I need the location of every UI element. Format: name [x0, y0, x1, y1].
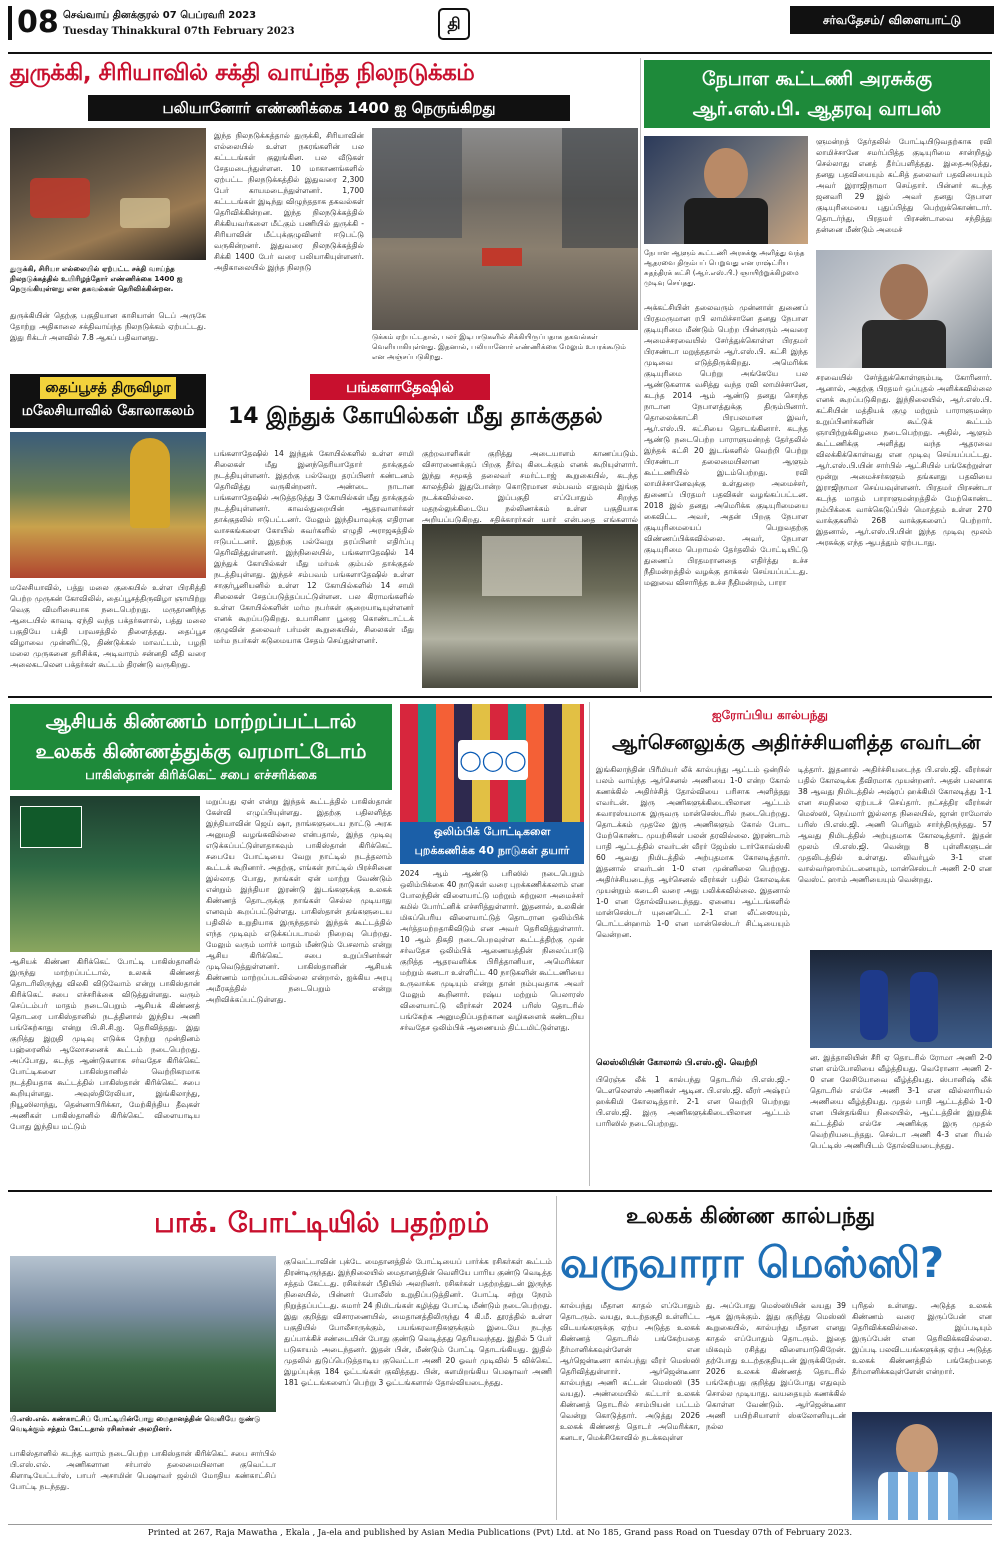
pak-photo-caption: பி.எஸ்.எல். கண்காட்சிப் போட்டியின்போது மைதானத்தின் வெளியே குண்டு வெடிக்கும் சத்தம் கேட்டதால் ரசிகர்கள் அலறினர்.	[10, 1414, 261, 1433]
messi-kicker: உலகக் கிண்ண கால்பந்து	[626, 1204, 876, 1229]
bangladesh-temple-photo	[422, 524, 638, 688]
quake-column-1: துருக்கியின் தெற்கு பகுதியான காசியான் டெப் அருகே தோற்று அதிகாலை சக்திவாய்ந்த நிலநடுக்கம் ஏற்பட்டது. இது ரிக்டர் அளவில் 7.8 ஆகப் பதிவானது.	[10, 311, 206, 342]
arsenal-column-2b: ன. இத்தாலியின் சீரி ஏ தொடரில் ரோமா அணி 2-0 என எம்போலியை வீழ்த்தியது. வெரோனா அணி 2-0 என லேசியோவை வீழ்த்தியது. ஸ்பானிஷ் லீக் தொடரில் எல்சே அணி 3-1 என வில்லாரியல் அணியை வீழ்த்தியது. முதல் பாதி ஆட்டத்தில் 1-0 என பின்தங்கிய நிலையில், ஆட்டத்தின் இறுதிக் கட்டத்தில் எல்சே அணிக்கு இரு முதல் வெற்றியடைந்தது. செல்டா அணி 4-3 என ரியல் பெட்டிஸ் அணியிடம் தோல்வியடைந்தது.	[810, 1053, 992, 1150]
newspaper-logo: தி	[438, 8, 470, 40]
messi-headline: வருவாரா மெஸ்ஸி?	[560, 1238, 944, 1287]
quake-column-2: இந்த நிலநடுக்கத்தால் துருக்கி, சிரியாவின் எல்லையில் உள்ள நகரங்களின் பல கட்டடங்கள் குலுங்கின. பல வீடுகள் சேதமடைந்துள்ளன. 10 மாகாணங்களில் ஏற்பட்ட நிலநடுக்கத்தில் இதுவரை 2,300 பேர் காயமடைந்துள்ளனர். 1,700 கட்டடங்கள் இடிந்து விழுந்ததாக தகவல்கள் தெரிவிக்கின்றன. இந்த நிலநடுக்கத்தில் சிக்கியவர்களை மீட்கும் பணியில் துருக்கி - சிரியாவின் மீட்புக்குழுவினர் ஈடுபட்டு வருகின்றனர். இதுவரை நிலநடுக்கத்தில் சிக்கி 1400 பேர் வரை பலியாகியுள்ளனர். அதிகாலையில் இந்த நிலநடு	[214, 131, 364, 272]
messi-photo	[852, 1412, 992, 1520]
section-label: சர்வதேசம்/ விளையாட்டு	[790, 6, 994, 34]
thaipusam-text: மலேசியாவில், பத்து மலை குகையில் உள்ள பிரசித்தி பெற்ற முருகன் கோவிலில், தைப்பூசத்திருவிழா ஞாயிற்று வெகு விமரிசையாக நடைபெற்றது. மருதாணிந்த ஆடையில் காவடி ஏந்தி வந்த பக்தர்களால், பத்து மலை பகுதியே பக்தி பரவசத்தில் திளைத்தது. தைப்பூச விழாவை முன்னிட்டு, திண்டுக்கல் மாவட்டம், பழநி மலை முருகனை தரிசிக்க, அடிவாரம் சன்னதி வீதி வரை அலைகடலென பக்தர்கள் கூட்டம் திரண்டு வருகிறது.	[10, 583, 206, 669]
nepal-column-b-bottom: சரவையில் சேர்த்துக்கொள்ளும்படி கோரினார். ஆனால், அதற்கு பிரதமர் ஒப்புதல் அளிக்கவில்லை எனக் கூறப்படுகிறது. இந்நிலையில், ஆர்.எஸ்.பி. கட்சியின் மத்தியக் குழு மற்றும் பாராளுமன்ற உறுப்பினர்களின் கூட்டுக் கூட்டம் ஞாயிற்றுக்கிழமை நடைபெற்றது. அதில், ஆளும் கூட்டணிக்கு அளித்து வந்த ஆதரவை விலக்கிக்கொள்வது என முடிவு செய்யப்பட்டது. ஆர்.எஸ்.பி.யின் சார்பில் ஆட்சியில் பங்கேற்றுள்ள மூன்று அமைச்சர்களும் தங்களது பதவியை இராஜிநாமா செய்யவுள்ளனர். பிரதமர் பிரசண்டா கடந்த மாதம் பாராளுமன்றத்தில் மேற்கொண்ட நம்பிக்கை வாக்கெடுப்பில் மொத்தம் உள்ள 270 வாக்குகளில் 268 வாக்குகளைப் பெற்றார். இதனால், ஆர்.எஸ்.பி.யின் இந்த முடிவு மூலம் அரசுக்கு எந்த ஆபத்தும் ஏற்படாது.	[816, 373, 992, 547]
olympics-caption-line1: ஒலிம்பிக் போட்டிகளை	[433, 825, 551, 838]
quake-photo-caption: துருக்கி, சிரியா எல்லையில் ஏற்பட்ட சக்தி வாய்ந்த நிலநடுக்கத்தில் உயிரிழந்தோர் எண்ணிக்கை 1400 ஐ நெருங்கியுள்ளது என தகவல்கள் தெரிவிக்கின்றன.	[10, 264, 183, 293]
nepal-photo-prachanda	[644, 136, 808, 244]
column-rule	[640, 58, 641, 692]
section-divider-1	[8, 696, 992, 698]
footer-rule	[8, 1524, 992, 1525]
nepal-photo-caption: நேபாள ஆளும் கூட்டணி அரசுக்கு அளித்து வந்த ஆதரவை திரும்பப் பெறுவது என ராஷ்ட்ரிய சுதந்திரக் கட்சி (ஆர்.எஸ்.பி.) ஞாயிற்றுக்கிழமை முடிவு செய்தது.	[644, 248, 805, 287]
olympics-caption-line2: புறக்கணிக்க 40 நாடுகள் தயார்	[414, 844, 570, 857]
thaipusam-headline-line2: மலேசியாவில் கோலாகலம்	[21, 403, 195, 419]
quake-photo-rescuers	[10, 128, 206, 260]
section-divider-2	[8, 1190, 992, 1192]
nepal-headline-line2: ஆர்.எஸ்.பி. ஆதரவு வாபஸ்	[692, 98, 942, 120]
bangladesh-headline: 14 இந்துக் கோயில்கள் மீது தாக்குதல்	[228, 404, 603, 429]
thaipusam-headline-box	[10, 374, 206, 428]
messi-column-3: புரிதல் உள்ளது. அடுத்த உலகக் கிண்ணம் வரை இருப்பேன் என தெரிவிக்கவில்லை. இப்படியும் இருப்பேன் என தெரிவிக்கவில்லை. இப்படி பலவிடயங்களுக்கு ஏற்ப அடுத்த உலகக் கிண்ணத்தில் பங்கேற்பதை தீர்மானிக்கவுள்ளேன் என்றார்.	[852, 1301, 992, 1376]
masthead	[0, 0, 1000, 50]
olympics-flags-graphic	[400, 704, 584, 822]
nepal-headline-line1: நேபாள கூட்டணி அரசுக்கு	[702, 68, 932, 90]
column-rule	[589, 702, 590, 1186]
quake-headline: துருக்கி, சிரியாவில் சக்தி வாய்ந்த நிலநடுக்கம்	[10, 60, 475, 86]
arsenal-column-1b: பிரெஞ்சு லீக் 1 கால்பந்து தொடரில் பி.எஸ்.ஜி.-டௌலௌஸ் அணிகள் ஆடின. பி.எஸ்.ஜி. வீரர் அஷ்ரப் ஹக்கிமி கோலடித்தார். 2-1 என வெற்றி பெற்றது பி.எஸ்.ஜி. இரு அணிகளுக்கிடையிலான ஆட்டம் பாரிஸில் நடைபெற்றது.	[596, 1075, 790, 1128]
nepal-column-b-top: ளுமன்றத் தேர்தலில் போட்டியிடுவதற்காக ரவி லாமிச்சானே சமர்ப்பித்த குடியுரிமை சான்றிதழ் செல்லாது எனத் தீர்ப்பளித்தது. இதைஅடுத்து, தனது பதவியையும் கட்சித் தலைவர் பதவியையும் அவர் இராஜிநாமா செய்தார். பின்னர் கடந்த ஜனவரி 29 இல் அவர் தனது நேபாள குடியுரிமையை புதுப்பித்து பெற்றுக்கொண்டார். தொடர்ந்து, பிரதமர் பிரசண்டாவை சந்தித்து தன்னை மீண்டும் அமைச்	[816, 137, 992, 234]
footer-imprint: Printed at 267, Raja Mawatha , Ekala , Ja-ela and published by Asian Media Publications (Pvt) Ltd. at No 185, Grand pass Road on Tuesday 07th of February 2023.	[147, 1528, 853, 1538]
nepal-photo-lamichhane	[816, 250, 992, 368]
date-english: Tuesday Thinakkural 07th February 2023	[63, 26, 295, 37]
quake-column-3: டுக்கம் ஏற்பட்டதால், பலர் இடிபாடுகளில் சிக்கியிருப்பதாக தகவல்கள் வெளியாகியுள்ளது. இதனால், பலியானோர் எண்ணிக்கை மேலும் உயரக்கூடும் என அஞ்சப்படுகிறது.	[372, 332, 627, 361]
bangladesh-kicker: பங்களாதேஷில்	[310, 374, 490, 400]
bangladesh-column-2: குற்றவாளிகள் குறித்து அடையாளம் காணப்படும். விசாரணைக்குப் பிறகு தீர்வு கிடைக்கும் எனக் கூறியுள்ளார். இந்து சமூகத் தலைவர் சமர்ட்டாஜ் கூறுகையில், கடந்த காலத்தில் இதுபோன்ற கொடூரமான சம்பவம் எதுவும் இங்கு நடக்கவில்லை. இப்பகுதி எப்போதும் சிறந்த மதநல்லுக்கிடையே நல்லிணக்கம் உள்ள பகுதியாக அறியப்படுகிறது. சதிக்காரர்கள் யார் என்பதை எங்களால்	[422, 449, 638, 524]
olympics-text: 2024 ஆம் ஆண்டு பரிஸில் நடைபெறும் ஒலிம்பிக்கை 40 நாடுகள் வரை புறக்கணிக்கலாம் என போலந்தின் விளையாட்டு மற்றும் சுற்றுலா அமைச்சர் கமில் போர்ட்னிக் எச்சரித்துள்ளார். இதனால், உலகின் மிகப்பெரிய விளையாட்டுத் தொடரான ஒலிம்பிக் அர்த்தமற்றதாகிவிடும் என அவர் தெரிவித்துள்ளார். 10 ஆம் திகதி நடைபெறவுள்ள கூட்டத்திற்கு முன் சர்வதேச ஒலிம்பிக் ஆணையத்தின் நிலைப்பாடு குறித்த ஆதரவளிக்க பிரித்தானியா, அமெரிக்கா மற்றும் கனடா உள்ளிட்ட 40 நாடுகளின் கூட்டணியை உருவாக்க முடியும் என்று தான் நம்புவதாக அவர் மேலும் கூறினார். ரஷ்ய மற்றும் பெலாரஸ் விளையாட்டு வீரர்கள் 2024 பரிஸ் தொடரில் பங்கேற்க அனுமதிப்பதற்கான வழிகளைக் கண்டறிய சர்வதேச ஒலிம்பிக் ஆணையம் திட்டமிட்டுள்ளது.	[400, 869, 584, 1032]
thaipusam-headline-line1: தைப்பூசத் திருவிழா	[40, 377, 176, 399]
asiacup-headline-box	[10, 704, 392, 790]
arsenal-kicker: ஐரோப்பிய கால்பந்து	[712, 708, 828, 722]
page-number: 08	[8, 6, 59, 40]
asiacup-headline-line1: ஆசியக் கிண்ணம் மாற்றப்பட்டால்	[45, 709, 357, 733]
messi-column-2: து. அப்போது மெஸ்ஸியின் வயது 39 ஆக இருக்கும். இது குறித்து மெஸ்ஸி கூறுகையில், கால்பந்து மீதான எனது காதல் எப்போதும் தொடரும். இதை மிகவும் ரசித்து விளையாடுகிறேன். தற்போது உடற்தகுதியுடன் இருக்கிறேன். 2026 உலகக் கிண்ணத் தொடரில் பங்கேற்பது குறித்து இப்போது எதுவும் சொல்ல முடியாது. வயதையும் கணக்கில் கொள்ள வேண்டும். ஆர்ஜென்டீனா அணி பயிற்சியாளர் ஸ்கலோனியுடன் நல்ல	[706, 1301, 846, 1431]
quake-photo-rubble	[372, 128, 638, 330]
arsenal-players-photo	[810, 950, 992, 1048]
pak-headline: பாக். போட்டியில் பதற்றம்	[154, 1206, 490, 1239]
asiacup-column-1: ஆசியக் கிண்ண கிரிக்கெட் போட்டி பாகிஸ்தானில் இருந்து மாற்றப்பட்டால், உலகக் கிண்ணத் தொடரிலிருந்து விலகி விடுவோம் என்று பாகிஸ்தான் கிரிக்கெட் சபை எச்சரிக்கை விடுத்துள்ளது. வரும் செப்டம்பர் மாதம் நடைபெறும் ஆசியக் கிண்ணத் தொடரை பாகிஸ்தானில் நடத்தினால் இந்திய அணி பங்கேற்காது என்று பி.சி.சி.ஐ. தெரிவித்தது. இது குறித்து இறுதி முடிவு எடுக்க நேற்று முன்தினம் பஹ்ரைனில் ஆலோசனைக் கூட்டம் நடைபெற்றது. அப்போது, கடந்த ஆண்டுகளாக சர்வதேச கிரிக்கெட் போட்டிகளை பாகிஸ்தானில் வெற்றிகரமாக நடத்தியதாக கூட்டத்தில் பாகிஸ்தான் கிரிக்கெட் சபை கூறியுள்ளது. அவுஸ்திரேலியா, இங்கிலாந்து, நியூஸிலாந்து, தென்னாபிரிக்கா, மேற்கிந்திய தீவுகள் அணிகள் பாகிஸ்தானில் கிரிக்கெட் விளையாடிய போது இந்திய மட்டும்	[10, 957, 200, 1131]
quake-subhead: பலியானோர் எண்ணிக்கை 1400 ஐ நெருங்கிறது	[88, 95, 570, 121]
nepal-column-a: அக்கட்சியின் தலைவரும் முன்னாள் துணைப் பிரதமருமான ரபி லாமிச்சானே தனது நேபாள குடியுரிமை மீண்டும் பெற்ற பின்னரும் அவரை அமைச்சரவையில் சேர்த்துக்கொள்ள பிரதமர் பிரசண்டா மறுத்ததால் ஆர்.எஸ்.பி. கட்சி இந்த முடிவை எடுத்திருக்கிறது. அமெரிக்க குடியுரிமை பெற்று அங்கேயே பல ஆண்டுகளாக வசித்து வந்த ரவி லாமிச்சானே, கடந்த 2014 ஆம் ஆண்டு தனது சொந்த நாடான நேபாளத்துக்கு திரும்பினார். தொலைக்காட்சி பிரபலமான இவர், ஆர்.எஸ்.பி. கட்சியை தொடங்கினார். கடந்த ஆண்டு நடைபெற்ற பாராளுமன்றத் தேர்தலில் இந்தக் கட்சி 20 இடங்களில் வெற்றி பெற்று பிரசண்டா தலைமையிலான ஆளும் கூட்டணியில் இடம்பெற்றது. ரவி லாமிச்சானேவுக்கு உள்துறை அமைச்சர், துணைப் பிரதமர் பதவிகள் வழங்கப்பட்டன. 2018 இல் தனது அமெரிக்க குடியுரிமையை கைவிட்ட அவர், அதன் பிறகு நேபாள குடியுரிமையைப் பெறுவதற்கு விண்ணப்பிக்கவில்லை. அவர், நேபாள குடியுரிமை பெறாமல் தேர்தலில் போட்டியிட்டு துணைப் பிரதமரானதை எதிர்த்து உச்ச நீதிமன்றத்தில் வழக்கு தாக்கல் செய்யப்பட்டது. மனுவை விசாரித்த உச்ச நீதிமன்றம், பாரா	[644, 303, 808, 587]
asiacup-subhead: பாகிஸ்தான் கிரிக்கெட் சபை எச்சரிக்கை	[85, 768, 317, 783]
asiacup-photo	[10, 796, 200, 952]
masthead-rule	[8, 52, 992, 54]
arsenal-subhead-psg: லெஸ்லியின் கோலால் பி.எஸ்.ஜி. வெற்றி	[596, 1058, 758, 1068]
arsenal-column-2: டித்தார். இதனால் அதிர்ச்சியடைந்த பி.எஸ்.ஜி. வீரர்கள் பதில் கோலடிக்க தீவிரமாக முயன்றனர். அதன் பலனாக 38 ஆவது நிமிடத்தில் அஷ்ரப் ஹக்கிமி கோலடித்து 1-1 என சமநிலை ஏற்படச் செய்தார். நட்சத்திர வீரர்கள் மெஸ்ஸி, நெய்மார் இல்லாத நிலையில், ஜான் ராமோஸ் பரிஸ் பி.எஸ்.ஜி. அணி பெரிதும் சார்ந்திருந்தது. 57 ஆவது நிமிடத்தில் அற்புதமாக கோலடித்தார். இதன் மூலம் பி.எஸ்.ஜி. வென்று 8 புள்ளிகளுடன் முதலிடத்தில் உள்ளது. லிவர்பூல் 3-1 என வால்வர்ஹாம்ப்டனையும், மான்செஸ்டர் அணி 2-0 என வெஸ்ட் ஹாம் அணியையும் வென்றது.	[798, 765, 992, 884]
messi-column-1: கால்பந்து மீதான காதல் எப்போதும் தொடரும். வயது, உடற்தகுதி உள்ளிட்ட விடயங்களுக்கு ஏற்ப அடுத்த உலகக் கிண்ணத் தொடரில் பங்கேற்பதை தீர்மானிக்கவுள்ளேன் என ஆர்ஜென்டீனா கால்பந்து வீரர் மெஸ்ஸி தெரிவித்துள்ளார். ஆர்ஜென்டீனா கால்பந்து அணி கட்டன் மெஸ்ஸி (35 வயது). அண்மையில் கட்டார் உலகக் கிண்ணத் தொடரில் சாம்பியன் பட்டம் வென்று கொடுத்தார். அடுத்து 2026 உலகக் கிண்ணத் தொடர் அமெரிக்கா, கனடா, மெக்சிகோவில் நடக்கவுள்ள	[560, 1301, 700, 1442]
olympic-rings-icon: ◯◯◯	[458, 740, 528, 780]
nepal-headline-box	[644, 60, 990, 128]
olympics-caption-box	[400, 822, 584, 864]
asiacup-column-2: மறுப்பது ஏன் என்று இந்தக் கூட்டத்தில் பாகிஸ்தான் கேள்வி எழுப்பியுள்ளது. இதற்கு பதிலளித்த இந்தியாவின் ஜெய் ஷா, நாங்களுடைய நாட்டு அரசு அனுமதி வழங்கவில்லை என்பதால், இந்த முடிவு எடுக்கப்பட்டுள்ளதாகவும் பாகிஸ்தான் கிரிக்கெட் சபையே போட்டியை வேறு நாட்டில் நடத்தலாம் கூட்டக் கூறினார். அதற்கு, எங்கள் நாட்டில் பிரச்சினை இல்லாத போது, நாங்கள் ஏன் மாற்று வேண்டும் என்றும் இந்தியா இரண்டு இடங்களுக்கு உலகக் கிண்ணத் தொடருக்கு நாங்கள் செல்ல முடியாது எனவும் கூறப்பட்டுள்ளது. பாகிஸ்தான் தங்களுடைய பதிலில் உறுதியாக இருந்ததால் இந்தக் கூட்டத்தில் எந்த முடிவும் எடுக்கப்படாமல் நிறைவு பெற்றது. மேலும் வரும் மார்ச் மாதம் மீண்டும் பேசலாம் என்று ஆசிய கிரிக்கெட் சபை உறுப்பினர்கள் முடிவெடுத்துள்ளனர். பாகிஸ்தானின் ஆசியக் கிண்ணம் மாற்றப்படவில்லை என்றால், ஐக்கிய அரபு அமீரகத்தில் நடைபெறும் என்று அறிவிக்கப்பட்டுள்ளது.	[206, 797, 392, 1004]
arsenal-headline: ஆர்செனலுக்கு அதிர்ச்சியளித்த எவர்டன்	[612, 730, 981, 754]
arsenal-column-1: இங்கிலாந்தின் பிரீமியர் லீக் கால்பந்து ஆட்டம் ஒன்றில் பலம் வாய்ந்த ஆர்செனல் அணியை 1-0 என்ற கோல் கணக்கில் அதிர்ச்சித் தோல்வியை பரிசாக அளித்தது எவர்டன். இரு அணிகளுக்கிடையிலான ஆட்டம் சுவாரஸ்யமாக இருவரு மான்செஸ்டரில் நடைபெற்றது. தொடக்கம் முதலே இரு அணிகளும் கோல் போட மேற்கொண்ட முயற்சிகள் பலன் தரவில்லை. இரண்டாம் பாதி ஆட்டத்தில் எவர்டன் வீரர் ஜேம்ஸ் டார்கோவ்ஸ்கி 60 ஆவது நிமிடத்தில் அற்புதமாக கோலடித்தார். இதனால் எவர்டன் 1-0 என முன்னிலை பெற்றது. அதிர்ச்சியடைந்த ஆர்செனல் வீரர்கள் பதில் கோலடிக்க முயன்றும் கடைசி வரை அது பலிக்கவில்லை. இதனால் 1-0 என தோல்வியடைந்தது. ஏனைய ஆட்டங்களில் மான்செஸ்டர் யுனைடெட் 2-1 என லீட்ஸையும், டொட்டன்ஹாம் 1-0 என மான்செஸ்டர் சிட்டியையும் வென்றன.	[596, 765, 790, 939]
asiacup-headline-line2: உலகக் கிண்ணத்துக்கு வரமாட்டோம்	[35, 739, 367, 763]
pak-column-2: குவெட்டாவின் புக்டே மைதானத்தில் போட்டியைப் பார்க்க ரசிகர்கள் கூட்டம் திரண்டிருந்தது. இந்நிலையில் மைதானத்தின் வெளியே பாரிய குண்டு வெடித்த சத்தம் கேட்டது. ரசிகர்கள் பீதியில் அலறினர். ரசிகர்கள் பதற்றத்துடன் இருந்த நிலையில், பின்னர் போலீஸ் உறுதிப்படுத்தினர். போட்டி சற்று நேரம் நிறுத்தப்பட்டது. சுமார் 24 நிமிடங்கள் கழித்து போட்டி மீண்டும் நடைபெற்றது. இது குறித்து விசாரணையில், மைதானத்திலிருந்து 4 கி.மீ. தூரத்தில் உள்ள பகுதியில் போலீசாருக்கும், பயங்கரவாதிகளுக்கும் இடையே நடந்த துப்பாக்கிச் சண்டையின் போது குண்டு வெடித்தது தெரியவந்தது. இதில் 5 பேர் படுகாயம் அடைந்தனர். இதன் பின், மீண்டும் போட்டி தொடங்கியது. இதில் முதலில் துடுப்பெடுத்தாடிய குவெட்டா அணி 20 ஓவர் முடிவில் 5 விக்கெட் இழப்புக்கு 184 ஓட்டங்கள் குவித்தது. பின், களமிறங்கிய பெஷாவர் அணி 181 ஓட்டங்களைப் பெற்று 3 ஓட்டங்களால் தோல்வியடைந்தது.	[284, 1257, 552, 1387]
date-tamil: செவ்வாய் தினக்குரல் 07 பெப்ரவரி 2023	[63, 10, 257, 21]
pak-column-1: பாகிஸ்தானில் கடந்த வாரம் நடைபெற்ற பாகிஸ்தான் கிரிக்கெட் சபை சார்பில் பி.எஸ்.எல். அணிகளான சர்பாஸ் தலைமையிலான குவெட்டா கிளாடியேட்டர்ஸ், பாபர் அசாமின் பெஷாவர் ஜல்மி மோதிய கண்காட்சிப் போட்டி நடந்தது.	[10, 1449, 276, 1491]
pak-stadium-photo	[10, 1256, 276, 1412]
column-rule	[556, 1196, 557, 1520]
bangladesh-column-1: பங்களாதேஷில் 14 இந்துக் கோயில்களில் உள்ள சாமி சிலைகள் மீது இனந்தெரியாதோர் தாக்குதல் நடத்தியுள்ளனர். இதற்கு பல்வேறு தரப்பினர் கண்டனம் தெரிவித்து வருகின்றனர். அண்டை நாடான பங்களாதேஷில் அடுத்தடுத்து 3 கோயில்கள் மீது தாக்குதல் நடத்தியுள்ளனர். காவல்துறையின் ஆதரவாளர்கள் தாக்குதலில் ஈடுபட்டனர். மேலும் இந்தியாவுக்கு எதிரான வாசகங்களை கோயில் சுவர்களில் எழுதி அராஜகத்தில் ஈடுபட்டனர். இதற்கு பல்வேறு தரப்பினர் எதிர்ப்பு தெரிவித்துள்ளனர். இந்நிலையில், பங்களாதேஷில் 14 இந்துக் கோயில்கள் மீது மர்மக் கும்பல் தாக்குதல் நடத்தியுள்ளது. இந்தச் சம்பவம் பங்களாதேஷில் உள்ள சாகுர்பூனியனில் உள்ள 12 கோயில்களில் 14 சாமி சிலைகள் சேதப்படுத்தப்பட்டுள்ளன. பல கிராமங்களில் உள்ள கோயில்களின் மர்ம நபர்கள் சூறையாடியுள்ளனர் எனக் கூறப்படுகிறது. உபாசினா பூஜை கொண்டாட்டக் குழுவின் தலைவர் பர்மன் கூறுகையில், சிலைகள் மீது மர்ம நபர்கள் கடுமையாக சேதம் செய்துள்ளனர்.	[214, 449, 414, 645]
thaipusam-photo	[10, 432, 206, 578]
